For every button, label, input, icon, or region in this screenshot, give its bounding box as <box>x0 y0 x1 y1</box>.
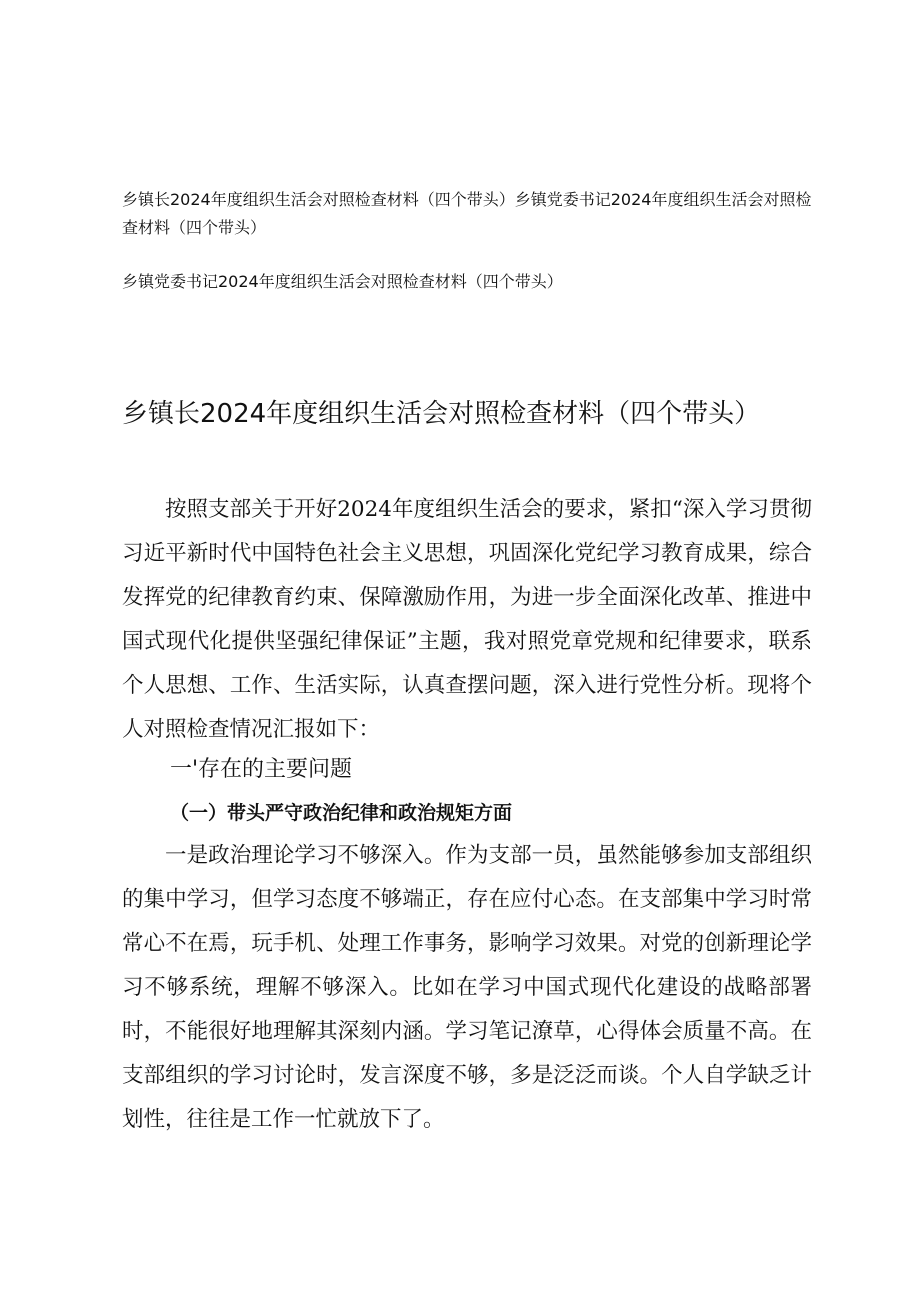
intro-paragraph: 按照支部关于开好2024年度组织生活会的要求，紧扣“深入学习贯彻习近平新时代中国特色社会主义思想，巩固深化党纪学习教育成果，综合发挥党的纪律教育约束、保障激励作用，为进一步全面深化改革、推进中国式现代化提供坚强纪律保证”主题，我对照党章党规和纪律要求，联系个人思想、工作、生活实际，认真查摆问题，深入进行党性分析。现将个人对照检查情况汇报如下： <box>122 497 812 742</box>
body-paragraph: 一是政治理论学习不够深入。作为支部一员，虽然能够参加支部组织的集中学习，但学习态度不够端正，存在应付心态。在支部集中学习时常常心不在焉，玩手机、处理工作事务，影响学习效果。对党的创新理论学习不够系统，理解不够深入。比如在学习中国式现代化建设的战略部署时，不能很好地理解其深刻内涵。学习笔记潦草，心得体会质量不高。在支部组织的学习讨论时，发言深度不够，多是泛泛而谈。个人自学缺乏计划性，往往是工作一忙就放下了。 <box>122 843 812 1132</box>
section-heading-problems: 一'存在的主要问题 <box>170 757 353 782</box>
table-of-contents <box>122 186 812 296</box>
toc-item-2[interactable]: 乡镇党委书记2024年度组织生活会对照检查材料（四个带头） <box>122 272 563 291</box>
subsection-heading-political-discipline: （一）带头严守政治纪律和政治规矩方面 <box>170 802 513 824</box>
document-title: 乡镇长2024年度组织生活会对照检查材料（四个带头） <box>122 399 761 429</box>
toc-item-1[interactable]: 乡镇长2024年度组织生活会对照检查材料（四个带头）乡镇党委书记2024年度组织生活会对照检查材料（四个带头） <box>122 190 812 237</box>
